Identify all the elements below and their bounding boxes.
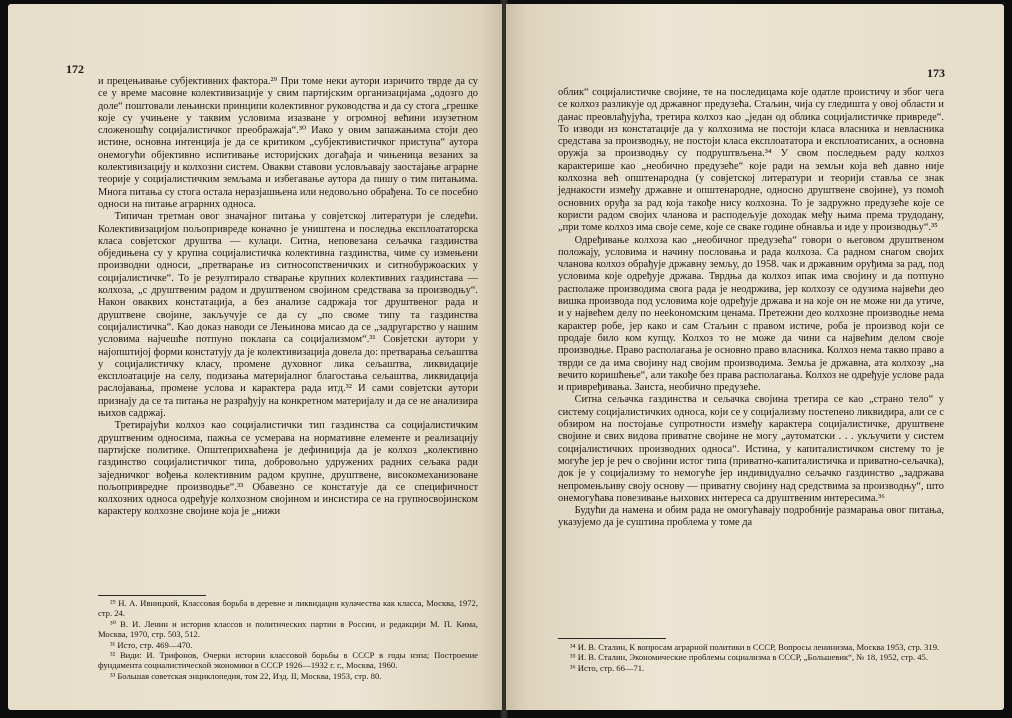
footnote: ²⁹ Н. А. Ивницкий, Классовая борьба в деревне и ликвидация кулачества как класса, Москва, 1972, стр. 24. — [98, 598, 478, 619]
footnote: ³¹ Исто, стр. 469—470. — [110, 639, 193, 650]
footnote: ³⁶ Исто, стр. 66—71. — [570, 662, 645, 673]
footnotes — [98, 598, 478, 681]
paragraph: облик“ социјалистичке својине, те на последицама које одатле проистичу и због чега се колхоз разликује од државног предузећа. Стаљин, чија су гледишта у овој области и данас преовлађујућа, третира колхоз као „један од облика социјалистичке привреде“. То изводи из констатације да у колхозима не постоји класа власника и невласника средстава за производњу, не постоји класа експлоататора и експлоатисаних, а основна оружја за производњу су подруштвљена.³⁴ У свом последњем раду колхоз карактерише као „необично предузеће“ које ради на земљи која већ давно није колхозна већ општенародна (у совјетској литератури и теорији стављa се знак једнакости између државне и општенародне, односно друштвене својине), уз помоћ основних оруђа за рад која такође нису колхозна. То је задружно предузеће које се користи радом својих чланова и расподељује доходак међу њима према трудодану, „при томе колхоз има своје семе, које се сваке године обнавља и иде у производњу“.³⁵ — [558, 87, 944, 234]
footnote: ³⁰ В. И. Ленин и история классов и политических партии в России, и редакцији М. П. Кима, Москва, 1970, стр. 503, 512. — [98, 618, 478, 640]
footnote-rule — [98, 595, 206, 596]
footnote: ³² Види: И. Трифонов, Очерки истории классовой борьбы в СССР в годы нэпа; Построение фундамента социалистической экономики в СССР 1926—1932 г. г., Москва, 1960. — [98, 650, 478, 671]
paragraph: Типичан третман овог значајног питања у совјетској литератури је следећи. Колективизацијом пољопривреде коначно је уништена и последња експлоататорска класа совјетског друштва — кулаци. Ситна, неповезана сељачка газдинства обједињена су у крупна социјалистичка колективна газдинства, чиме су измењени производни односи, „претварање из ситносопственичких и ситнобуржоаских у социјалистичке“. То је резултирало стварање крупних колективних газдинстава — колхоза, „с друштвеним радом и друштвеном својином средствава за производњу“. Након оваквих констатација, а без анализе садржаја тог друштвеног рада и друштвене својине, закључује се да су „по своме типу та газдинства социјалистичка“. Као доказ наводи се Лењинова мисао да се „задругарство у нашим условима најчешће потпуно поклапа са социјализмом“.³¹ Совјетски аутори у најопштијој форми констатују да је колективизација довела до: претварања сељаштва у социјалистичку класу, промене духовног лика сељаштва, ликвидације експлоатације на селу, подизања материјалног благостања сељаштва, ликвидација раслојавања, промене услова и карактера рада итд.³² И сами совјетски аутори признају да се та питања не разрађују на конкретном материјалу и да се не анализира њихов садржај. — [98, 211, 478, 420]
footnotes — [558, 642, 944, 673]
body-text — [98, 76, 478, 519]
paragraph: Одређивање колхоза као „необичног предузећа“ говори о његовом друштвеном положају, условима и начину пословања и рада колхоза. Са радном снагом својих чланова колхоз обрађује државну земљу, до 1958. чак и државним оруђима за рад, под условима које одређује држава. Тврдња да колхоз ипак има својину и да потпуно располаже производима свога рада је неодржива, јер колхозу се одузима највећи део вишка производа под условима које одређује држава и на које он не може ни да утиче, и у највећем делу по нееkономским ценама. Претежни део колхозне производње нема карактер робе, јер како и сам Стаљин с правом истиче, роба је производ који се продаје било ком купцу. Колхоз то не може да чини са највећим делом своје производње. Право располагања је основно право власника. Колхоз нема такво право а тврди се да има својину над својим производима. Земља је државна, ата колхозу „на вечито коришћење“, али такође без права располагања. Колхоз не одређује услове рада и привређивања. Заиста, необично предузеће. — [558, 234, 944, 394]
left-page — [8, 4, 502, 710]
body-text — [558, 87, 944, 530]
paragraph: Третирајући колхоз као социјалистички тип газдинства са социјалистичким друштвеним односима, пажња се усмерава на нормативне елементе и реализацију партијске политике. Општеприхваћена је дефиниција да је колхоз „колективно газдинство социјалистичког типа, добровољно удружених радних сељака ради заједничког вођења колективним радом крупне, друштвене, високомеханизоване пољопривредне производње“.³³ Обавезно се констатује да се специфичност колхозних односа одређује колхозном својином и инсистира се на групносвојинском карактеру колхозне својине која је „нижи — [98, 420, 478, 518]
right-page — [506, 4, 1004, 710]
footnote: ³⁵ И. В. Сталин, Экономические проблемы социализма в СССР, „Большевик“, № 18, 1952, стр. 45. — [570, 652, 928, 663]
footnote: ³⁴ И. В. Сталин, К вопросам аграрной политики в СССР, Вопросы ленинизма, Москва 1953, стр. 319. — [570, 642, 940, 652]
paragraph: Ситна сељачка газдинства и сељачка својина третира се као „страно тело“ у систему социјалистичких односа, који се у социјализму постепено ликвидира, али се с обзиром на постојање супротности између карактера социјалистичке, друштвене својине и свих видова приватне својине не могу „аутоматски . . . укључити у систем социјалистичких производних односа“. Истина, у капиталистичком систему то је могуће јер је реч о својини истог типа (приватно-капиталистичка и приватно-сељачка), док је у социјализму то немогуће јер индивидуално сељачко газдинство „задржава непромењљиву своју основу — приватну својину над средствима за производњу“, што онемогућава повезивање њихових интереса са друштвеним интересима.³⁶ — [558, 394, 944, 504]
paragraph: и прецењивање субјективних фактора.²⁹ При томе неки аутори изричито тврде да су се у време масовне колективизације у свим партијским организацијама „одозго до доле“ поштовали лењински принципи колективног руководства и да су стога „грешке које су учињене у таквим условима изазване у огромној већини изузетном сложеношћу социјалистичког преображаја“.³⁰ Иако у овим запажањима стоји део истине, основна интенција је да се критиком „субјективистичког приступа“ аутора онемогући објективно испитивање историјских догађаја и чињеница везаних за колективизацију и колхозни систем. Овакви ставови условљавају заостајање аграрне теорије у социјалистичким земљама и избегавање аутора да пишу о тим питањима. Многа питања су стога остала неразјашњена или недовољно обрађена. То се посебно односи на питање аграрних односа. — [98, 76, 478, 210]
paragraph: Будући да намена и обим рада не омогућавају подробније размарања овог питања, указујемо да је суштина проблема у томе да — [558, 505, 944, 529]
footnote: ³³ Большая советская энциклопедия, том 22, Изд. II, Москва, 1953, стр. 80. — [110, 670, 382, 681]
page-number: 172 — [66, 62, 84, 76]
footnote-rule — [558, 638, 666, 639]
page-number: 173 — [927, 66, 945, 80]
